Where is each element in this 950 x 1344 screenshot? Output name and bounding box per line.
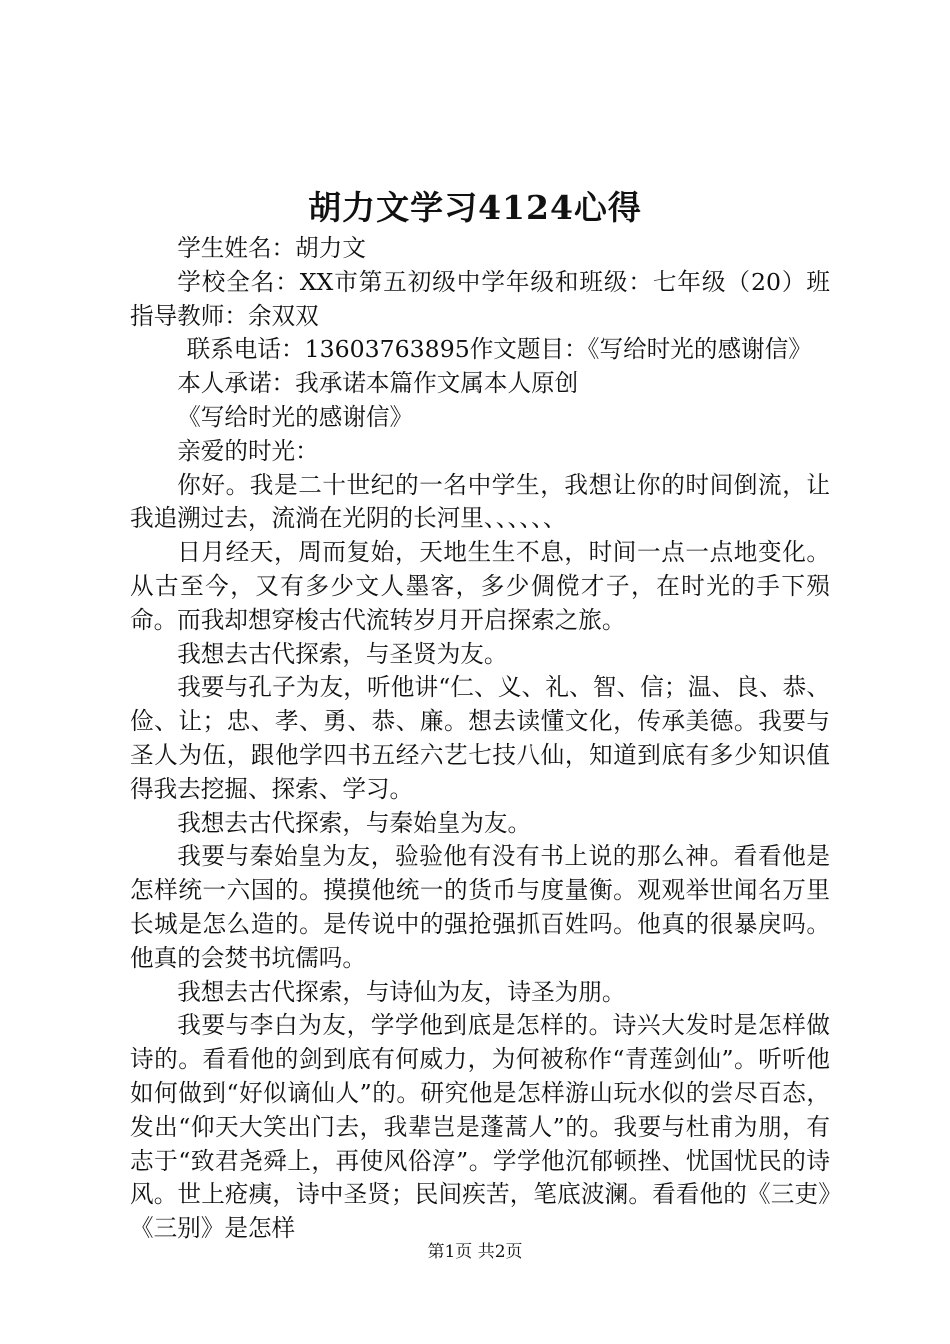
student-name-line: 学生姓名：胡力文 <box>177 234 366 262</box>
paragraph: 我要与孔子为友，听他讲“仁、义、礼、智、信；温、良、恭、俭、让；忠、孝、勇、恭、廉。想去读懂文化，传承美德。我要与圣人为伍，跟他学四书五经六艺七技八仙，知道到底有多少知识值得我去挖掘、探索、学习。 <box>130 673 830 803</box>
pledge-line: 本人承诺：我承诺本篇作文属本人原创 <box>177 369 579 398</box>
paragraph: 我想去古代探索，与秦始皇为友。 <box>177 808 532 837</box>
school-info-line: 学校全名：XX市第五初级中学年级和班级：七年级（20）班指导教师：余双双 <box>130 267 830 330</box>
paragraph: 我要与秦始皇为友，验验他有没有书上说的那么神。看看他是怎样统一六国的。摸摸他统一的货币与度量衡。观观举世闻名万里长城是怎么造的。是传说中的强抢强抓百姓吗。他真的很暴戾吗。他真的会焚书坑儒吗。 <box>130 842 830 972</box>
paragraph: 日月经天，周而复始，天地生生不息，时间一点一点地变化。从古至今，又有多少文人墨客，多少倜傥才子，在时光的手下殒命。而我却想穿梭古代流转岁月开启探索之旅。 <box>130 538 830 634</box>
paragraph: 我要与李白为友，学学他到底是怎样的。诗兴大发时是怎样做诗的。看看他的剑到底有何威力，为何被称作“青莲剑仙”。听听他如何做到“好似谪仙人”的。研究他是怎样游山玩水似的尝尽百态，发出“仰天大笑出门去，我辈岂是蓬蒿人”的。我要与杜甫为朋，有志于“致君尧舜上，再使风俗淳”。学学他沉郁顿挫、忧国忧民的诗风。世上疮痍，诗中圣贤；民间疾苦，笔底波澜。看看他的《三吏》《三别》是怎样 <box>130 1011 830 1243</box>
essay-title-line: 《写给时光的感谢信》 <box>177 402 414 431</box>
document-title: 胡力文学习4124心得 <box>308 188 642 227</box>
contact-info-line: 联系电话：13603763895作文题目：《写给时光的感谢信》 <box>186 335 812 364</box>
salutation-line: 亲爱的时光： <box>177 436 319 465</box>
paragraph: 你好。我是二十世纪的一名中学生，我想让你的时间倒流，让我追溯过去，流淌在光阴的长河里、、、、、、 <box>130 470 830 533</box>
paragraph: 我想去古代探索，与诗仙为友，诗圣为朋。 <box>177 977 626 1006</box>
page-footer: 第1页 共2页 <box>427 1242 523 1262</box>
document-body <box>130 232 830 1246</box>
paragraph: 我想去古代探索，与圣贤为友。 <box>177 639 508 668</box>
